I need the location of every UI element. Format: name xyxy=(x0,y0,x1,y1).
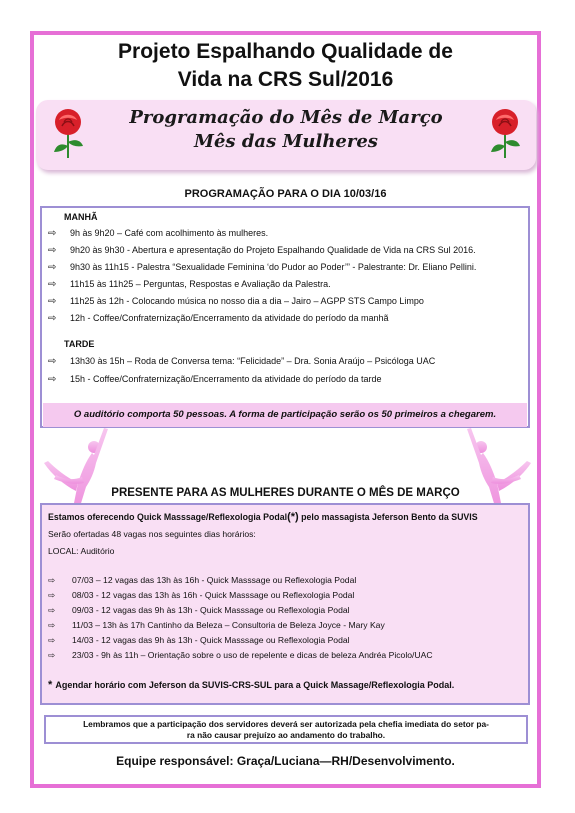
list-item: ⇨ 14/03 - 12 vagas das 9h às 13h - Quick Masssage ou Reflexologia Podal xyxy=(48,635,350,645)
arrow-right-icon: ⇨ xyxy=(48,374,57,385)
arrow-right-icon: ⇨ xyxy=(48,590,56,600)
list-item: ⇨ 9h às 9h20 – Café com acolhimento às mulheres. xyxy=(48,228,269,239)
list-item: ⇨ 9h20 às 9h30 - Abertura e apresentação do Projeto Espalhando Qualidade de Vida na CRS Sul 2016. xyxy=(48,245,476,256)
list-item: ⇨ 23/03 - 9h às 11h – Orientação sobre o uso de repelente e dicas de beleza Andréa Picolo/UAC xyxy=(48,650,433,660)
arrow-right-icon: ⇨ xyxy=(48,620,56,630)
arrow-right-icon: ⇨ xyxy=(48,650,56,660)
arrow-right-icon: ⇨ xyxy=(48,605,56,615)
list-item: ⇨ 12h - Coffee/Confraternização/Encerramento da atividade do período da manhã xyxy=(48,313,389,324)
program-box xyxy=(40,206,530,428)
arrow-right-icon: ⇨ xyxy=(48,575,56,585)
list-item: ⇨ 9h30 às 11h15 - Palestra “Sexualidade Feminina ‘do Pudor ao Poder’” - Palestrante: Dr. Eliano Pellini. xyxy=(48,262,477,273)
arrow-right-icon: ⇨ xyxy=(48,635,56,645)
title-line-2: Vida na CRS Sul/2016 xyxy=(177,68,394,91)
rose-icon xyxy=(50,108,86,160)
arrow-right-icon: ⇨ xyxy=(48,279,57,290)
dancer-silhouette-icon xyxy=(448,425,533,515)
reminder-box xyxy=(44,715,528,744)
morning-label: MANHÃ xyxy=(64,212,98,222)
banner-line-1: Programação do Mês de Março xyxy=(129,107,443,128)
list-item: ⇨ 11h25 às 12h - Colocando música no nosso dia a dia – Jairo – AGPP STS Campo Limpo xyxy=(48,296,424,307)
reminder-line-2: ra não causar prejuízo ao andamento do trabalho. xyxy=(186,730,386,740)
afternoon-label: TARDE xyxy=(64,339,95,349)
program-heading: PROGRAMAÇÃO PARA O DIA 10/03/16 xyxy=(184,188,387,200)
footer-team: Equipe responsável: Graça/Luciana—RH/Desenvolvimento. xyxy=(116,754,455,768)
rose-icon xyxy=(487,108,523,160)
arrow-right-icon: ⇨ xyxy=(48,356,57,367)
list-item: ⇨ 11/03 – 13h às 17h Cantinho da Beleza – Consultoria de Beleza Joyce - Mary Kay xyxy=(48,620,385,630)
title-line-1: Projeto Espalhando Qualidade de xyxy=(118,40,453,63)
gift-box xyxy=(40,503,530,705)
list-item: ⇨ 08/03 - 12 vagas das 13h às 16h - Quick Masssage ou Reflexologia Podal xyxy=(48,590,355,600)
month-banner xyxy=(36,100,536,170)
list-item: ⇨ 11h15 às 11h25 – Perguntas, Respostas e Avaliação da Palestra. xyxy=(48,279,331,290)
arrow-right-icon: ⇨ xyxy=(48,245,57,256)
arrow-right-icon: ⇨ xyxy=(48,262,57,273)
list-item: ⇨ 09/03 - 12 vagas das 9h às 13h - Quick Masssage ou Reflexologia Podal xyxy=(48,605,350,615)
list-item: ⇨ 15h - Coffee/Confraternização/Encerramento da atividade do período da tarde xyxy=(48,374,382,385)
dancer-silhouette-icon xyxy=(42,425,127,515)
reminder-line-1: Lembramos que a participação dos servidores deverá ser autorizada pela chefia imediata do setor pa- xyxy=(83,719,489,729)
schedule-note: * Agendar horário com Jeferson da SUVIS-CRS-SUL para a Quick Massage/Reflexologia Podal. xyxy=(48,679,455,691)
gift-heading: PRESENTE PARA AS MULHERES DURANTE O MÊS DE MARÇO xyxy=(111,487,460,499)
arrow-right-icon: ⇨ xyxy=(48,296,57,307)
list-item: ⇨ 07/03 – 12 vagas das 13h às 16h - Quick Masssage ou Reflexologia Podal xyxy=(48,575,357,585)
gift-intro: Estamos oferecendo Quick Masssage/Reflexologia Podal(*) pelo massagista Jeferson Bento da SUVIS xyxy=(48,511,478,523)
gift-vacancies: Serão ofertadas 48 vagas nos seguintes dias horários: xyxy=(48,529,256,539)
banner-line-2: Mês das Mulheres xyxy=(194,131,378,152)
auditorium-note: O auditório comporta 50 pessoas. A forma de participação serão os 50 primeiros a chegarem. xyxy=(43,403,527,427)
list-item: ⇨ 13h30 às 15h – Roda de Conversa tema: “Felicidade” – Dra. Sonia Araújo – Psicóloga UAC xyxy=(48,356,436,367)
page-title xyxy=(34,38,537,94)
gift-location: LOCAL: Auditório xyxy=(48,546,115,556)
arrow-right-icon: ⇨ xyxy=(48,228,57,239)
arrow-right-icon: ⇨ xyxy=(48,313,57,324)
